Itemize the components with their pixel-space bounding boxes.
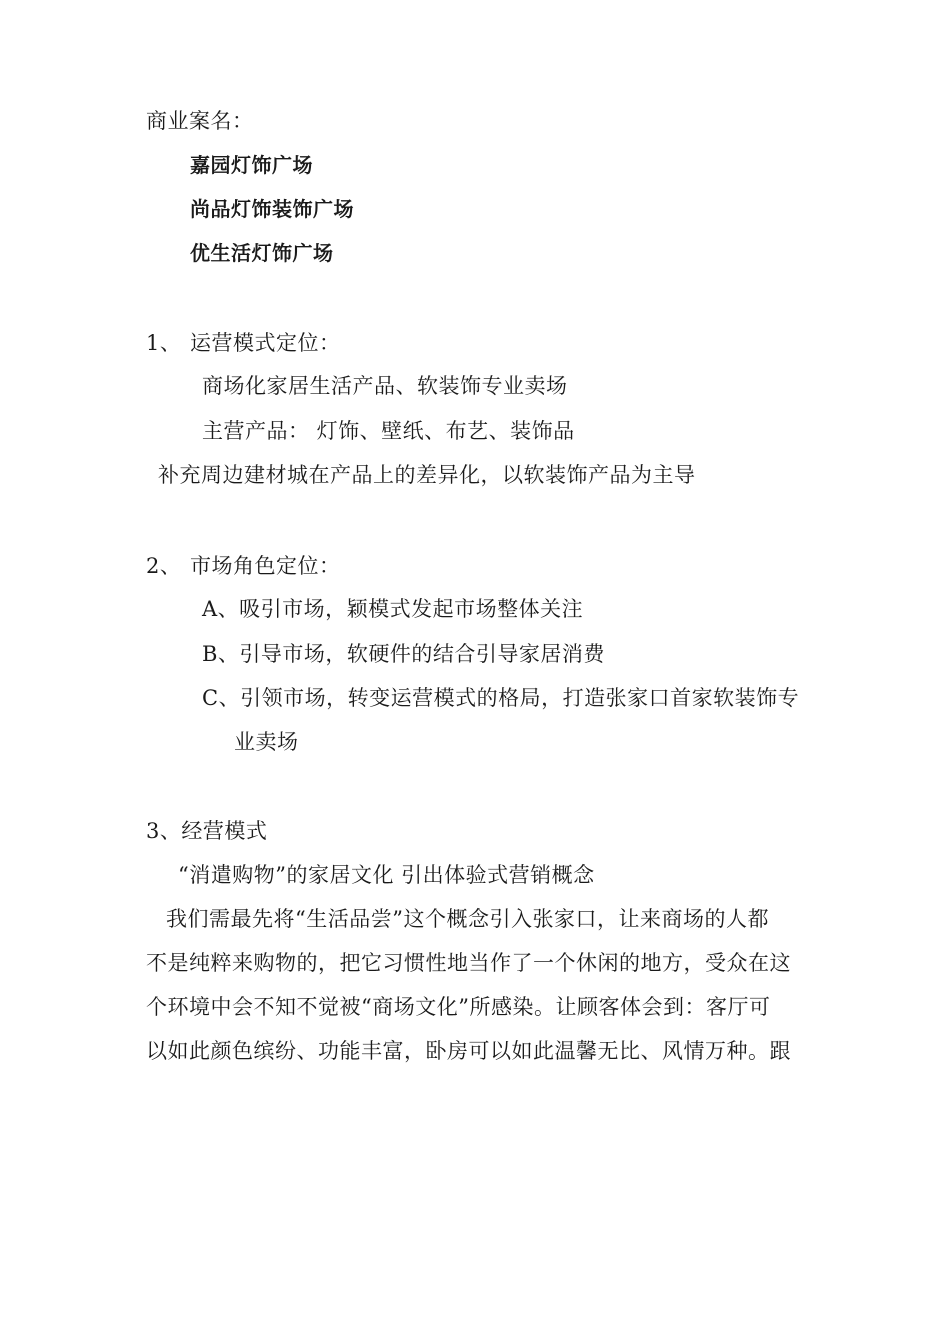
section-2-title: 市场角色定位： <box>190 554 341 578</box>
section-3-subtitle: “消遣购物”的家居文化 引出体验式营销概念 <box>178 863 595 887</box>
section-1-line: 商场化家居生活产品、软装饰专业卖场 <box>202 374 568 398</box>
business-name-label: 商业案名： <box>146 109 254 133</box>
section-2-item: B、引导市场，软硬件的结合引导家居消费 <box>202 642 605 666</box>
section-2-item: A、吸引市场，颖模式发起市场整体关注 <box>202 597 584 621</box>
section-3-paragraph-line: 个环境中会不知不觉被“商场文化”所感染。让顾客体会到：客厅可 <box>146 995 771 1019</box>
business-name-option: 尚品灯饰装饰广场 <box>190 197 354 221</box>
section-1-line: 主营产品： 灯饰、壁纸、布艺、装饰品 <box>202 419 575 443</box>
business-name-option: 嘉园灯饰广场 <box>190 153 313 177</box>
section-1-heading <box>146 328 341 358</box>
section-2-item-continuation: 业卖场 <box>234 730 299 754</box>
section-2-number: 2、 <box>146 554 182 578</box>
section-1-title: 运营模式定位： <box>190 331 341 355</box>
section-3-paragraph-line: 不是纯粹来购物的，把它习惯性地当作了一个休闲的地方，受众在这 <box>146 951 791 975</box>
business-name-option: 优生活灯饰广场 <box>190 241 334 265</box>
section-1-number: 1、 <box>146 331 182 355</box>
section-2-heading <box>146 551 341 581</box>
section-3-paragraph-line: 我们需最先将“生活品尝”这个概念引入张家口，让来商场的人都 <box>166 907 769 931</box>
section-3-heading: 3、经营模式 <box>146 819 268 843</box>
section-2-item: C、引领市场，转变运营模式的格局，打造张家口首家软装饰专 <box>202 686 800 710</box>
section-1-line: 补充周边建材城在产品上的差异化，以软装饰产品为主导 <box>158 463 696 487</box>
section-3-paragraph-line: 以如此颜色缤纷、功能丰富，卧房可以如此温馨无比、风情万种。跟 <box>146 1039 791 1063</box>
